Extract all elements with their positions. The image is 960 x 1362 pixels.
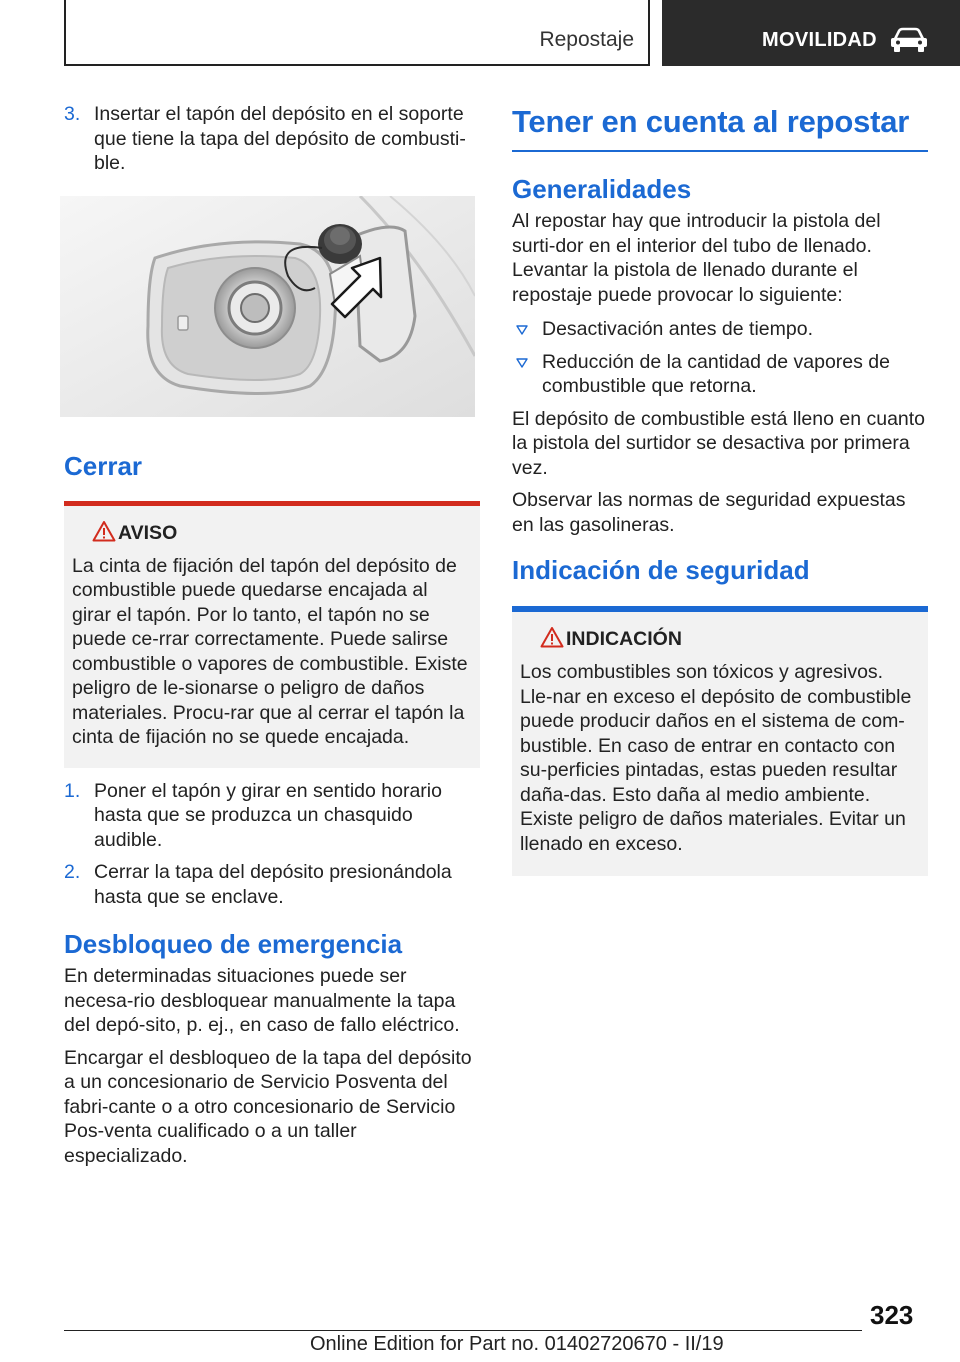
main-heading-rule — [512, 150, 928, 152]
triangle-bullet-icon — [516, 325, 528, 335]
section-heading-safety: Indicación de seguridad — [512, 555, 810, 585]
chapter-title: MOVILIDAD — [762, 29, 877, 51]
warning-box — [64, 506, 480, 768]
warning-title: AVISO — [118, 521, 178, 544]
warning-triangle-icon — [540, 626, 564, 648]
step-3 — [64, 102, 480, 176]
header-section-box — [64, 0, 650, 66]
general-paragraph-1: Al repostar hay que introducir la pistola del surti-dor en el interior del tubo de llenado. Levantar la pistola de llenado durante el repostaje puede provocar lo siguiente: — [512, 210, 881, 306]
main-heading: Tener en cuenta al repostar — [512, 104, 910, 139]
emergency-paragraph-2: Encargar el desbloqueo de la tapa del depósito a un concesionario de Servicio Posventa del fabri-cante o a otro concesionario de Servicio Pos-venta cualificado o a un taller especializado. — [64, 1046, 472, 1167]
car-icon — [889, 27, 929, 53]
fuel-cap-illustration — [60, 196, 475, 417]
general-paragraph-2: El depósito de combustible está lleno en cuanto la pistola del surtidor se desactiva por primera vez. — [512, 407, 926, 479]
step-text: Cerrar la tapa del depósito presionándola hasta que se enclave. — [94, 861, 452, 908]
step-1 — [64, 779, 480, 853]
step-number: 2. — [64, 861, 81, 883]
right-column — [512, 102, 928, 876]
left-column — [64, 102, 480, 1168]
list-item-text: Desactivación antes de tiempo. — [542, 318, 813, 340]
section-heading-close: Cerrar — [64, 450, 143, 481]
emergency-paragraph-1: En determinadas situaciones puede ser necesa-rio desbloquear manualmente la tapa del depó-sito, p. ej., en caso de fallo eléctrico. — [64, 965, 460, 1036]
step-number: 1. — [64, 779, 81, 802]
header-chapter-box — [662, 0, 960, 66]
list-item — [512, 317, 928, 342]
list-item — [512, 350, 928, 399]
triangle-bullet-icon — [516, 358, 528, 368]
step-text: Poner el tapón y girar en sentido horario hasta que se produzca un chasquido audible. — [94, 779, 442, 851]
general-paragraph-3: Observar las normas de seguridad expuestas en las gasolineras. — [512, 489, 906, 536]
section-title: Repostaje — [539, 28, 634, 51]
page-number: 323 — [870, 1300, 914, 1330]
warning-text: La cinta de fijación del tapón del depósito de combustible puede quedarse encajada al girar el tapón. Por lo tanto, el tapón no se puede ce-rrar correctamente. Puede salirse combustible o vapores de combustible. Existe peligro de le-sionarse o peligro de daños materiales. Procu-rar que al cerrar el tapón la cinta de fijación no se quede encajada. — [72, 554, 468, 748]
note-title: INDICACIÓN — [566, 628, 682, 650]
page-header — [0, 0, 960, 66]
list-item-text: Reducción de la cantidad de vapores de combustible que retorna. — [542, 350, 890, 397]
step-text: Insertar el tapón del depósito en el soporte que tiene la tapa del depósito de combusti-ble. — [94, 103, 466, 174]
section-heading-general: Generalidades — [512, 174, 692, 204]
warning-triangle-icon — [92, 520, 116, 542]
footer-edition: Online Edition for Part no. 01402720670 - II/19 — [310, 1333, 724, 1355]
note-box — [512, 612, 928, 876]
step-number: 3. — [64, 103, 81, 125]
footer-rule — [64, 1330, 862, 1331]
note-text: Los combustibles son tóxicos y agresivos. Lle-nar en exceso el depósito de combustible puede producir daños en el sistema de com-bustible. En caso de entrar en contacto con su-perficies pintadas, estas pueden resultar daña-das. Esto daña al medio ambiente. Existe peligro de daños materiales. Evitar un llenado en exceso. — [520, 661, 912, 855]
section-heading-emergency: Desbloqueo de emergencia — [64, 929, 403, 959]
step-2 — [64, 860, 480, 909]
fuel-filler-photo — [60, 196, 475, 417]
